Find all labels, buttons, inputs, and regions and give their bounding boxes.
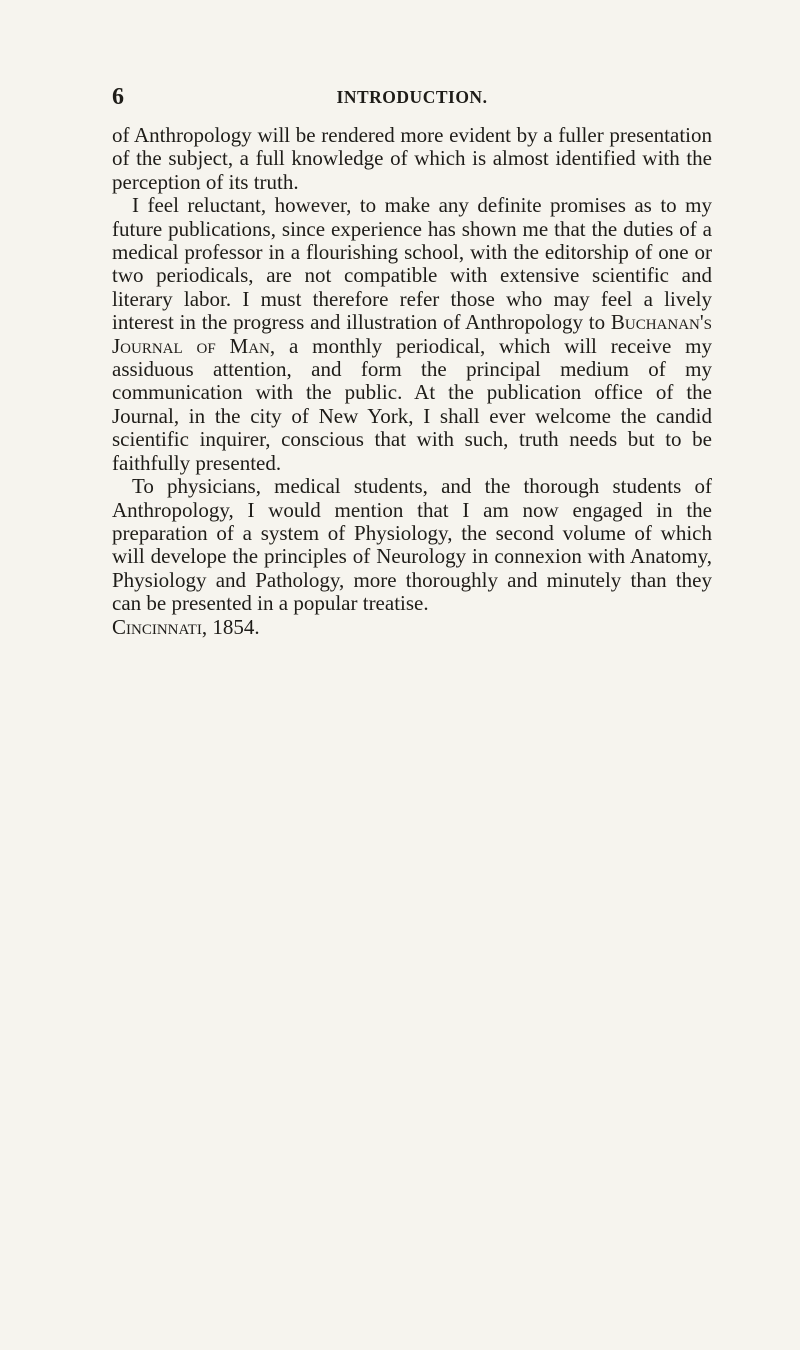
body-text xyxy=(112,124,712,639)
paragraph-physiology: To physicians, medical students, and the thorough students of Anthropology, I would mention that I am now engaged in the preparation of a system of Physiology, the second volume of which will develope the principles of Neurology in connexion with Anatomy, Physiology and Pathology, more thoroughly and minutely than they can be presented in a popular treatise. xyxy=(112,474,712,616)
journal-title: Buchanan's Journal of Man xyxy=(112,310,712,358)
running-title: INTRODUCTION. xyxy=(336,87,488,107)
paragraph-text: , a monthly periodical, which will receive my assiduous attention, and form the principal medium of my communication with the public. At the publication office of the Journal, in the city of New York, I shall ever welcome the candid scientific inquirer, conscious that with such, truth needs but to be faithfully presented. xyxy=(112,333,712,475)
dateline-year: , 1854. xyxy=(201,614,260,639)
page-number: 6 xyxy=(112,84,124,110)
dateline xyxy=(112,616,712,639)
running-head xyxy=(112,82,712,112)
paragraph-text: I feel reluctant, however, to make any definite promises as to my future publications, since experience has shown me that the duties of a medical professor in a flourishing school, with the editorship of one or two periodicals, are not compatible with extensive scientific and literary labor. I must therefore refer those who may feel a lively interest in the progress and illustration of Anthropology to xyxy=(112,193,712,335)
dateline-place: Cincinnati xyxy=(112,614,202,639)
paragraph-publications xyxy=(112,194,712,475)
paragraph-continuation: of Anthropology will be rendered more evident by a fuller presentation of the subject, a full knowledge of which is almost identified with the perception of its truth. xyxy=(112,123,712,194)
